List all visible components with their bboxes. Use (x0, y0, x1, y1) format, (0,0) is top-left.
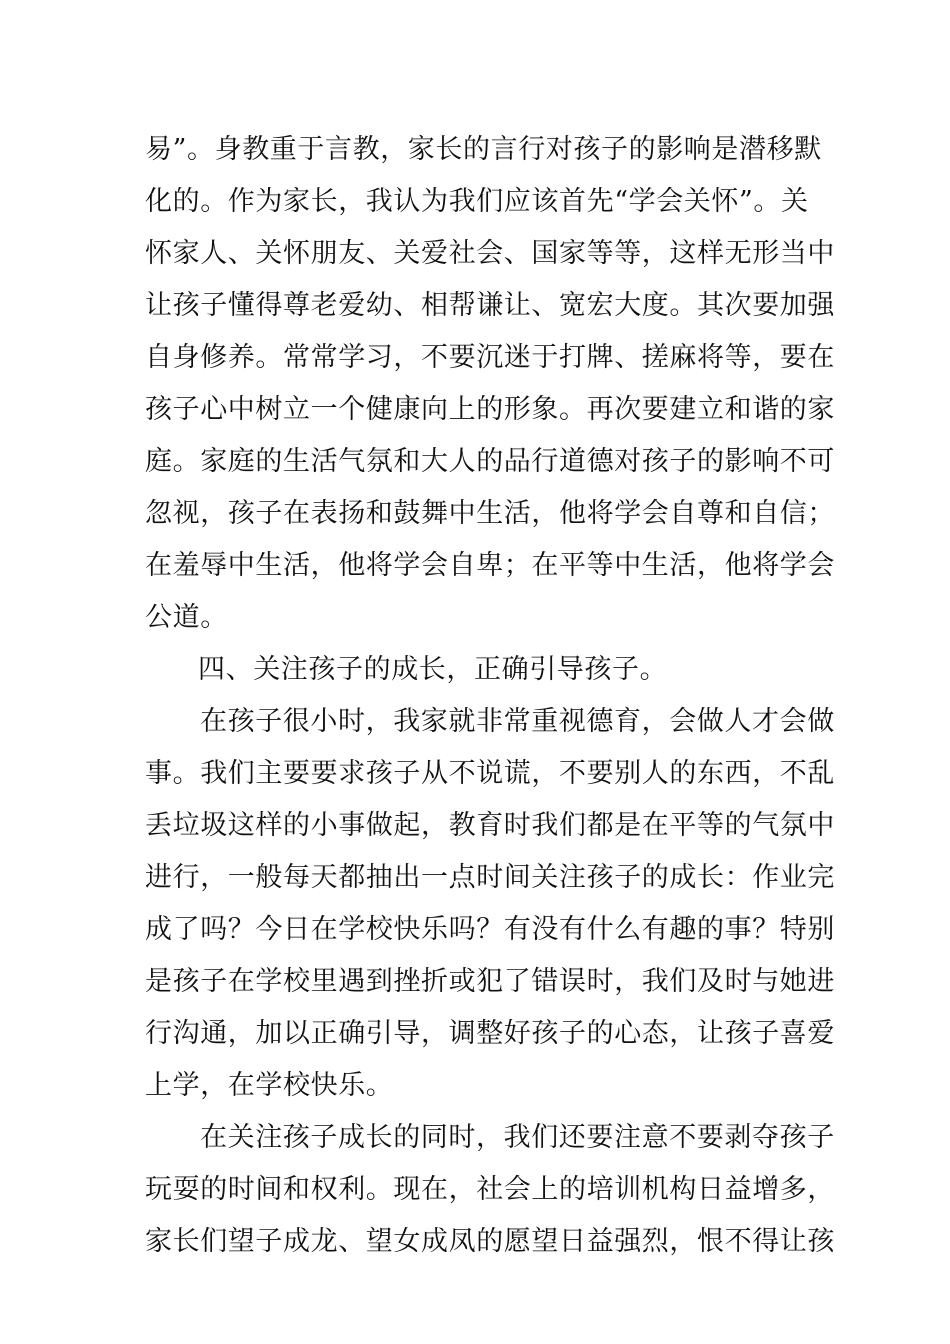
text-line: 丢垃圾这样的小事做起，教育时我们都是在平等的气氛中 (145, 810, 835, 841)
text-line: 行沟通，加以正确引导，调整好孩子的心态，让孩子喜爱 (145, 1018, 835, 1049)
text-line: 家长们望子成龙、望女成凤的愿望日益强烈，恨不得让孩 (145, 1226, 835, 1257)
text-line: 忽视，孩子在表扬和鼓舞中生活，他将学会自尊和自信； (145, 498, 835, 529)
text-line: 孩子心中树立一个健康向上的形象。再次要建立和谐的家 (145, 394, 835, 425)
text-line: 怀家人、关怀朋友、关爱社会、国家等等，这样无形当中 (145, 238, 835, 269)
text-line: 成了吗？今日在学校快乐吗？有没有什么有趣的事？特别 (145, 914, 835, 945)
text-line: 在羞辱中生活，他将学会自卑；在平等中生活，他将学会 (145, 550, 835, 581)
text-line: 上学，在学校快乐。 (145, 1070, 394, 1101)
text-line: 进行，一般每天都抽出一点时间关注孩子的成长：作业完 (145, 862, 835, 893)
text-line: 庭。家庭的生活气氛和大人的品行道德对孩子的影响不可 (145, 446, 835, 477)
text-line: 在孩子很小时，我家就非常重视德育，会做人才会做 (200, 706, 835, 737)
text-line: 事。我们主要要求孩子从不说谎，不要别人的东西，不乱 (145, 758, 835, 789)
text-line: 自身修养。常常学习，不要沉迷于打牌、搓麻将等，要在 (145, 342, 835, 373)
text-line: 化的。作为家长，我认为我们应该首先“学会关怀”。关 (145, 186, 809, 217)
text-line: 公道。 (145, 602, 228, 633)
text-line: 是孩子在学校里遇到挫折或犯了错误时，我们及时与她进 (145, 966, 835, 997)
text-line: 易”。身教重于言教，家长的言行对孩子的影响是潜移默 (145, 134, 822, 165)
text-line: 让孩子懂得尊老爱幼、相帮谦让、宽宏大度。其次要加强 (145, 290, 835, 321)
section-heading: 四、关注孩子的成长，正确引导孩子。 (198, 654, 668, 685)
text-line: 在关注孩子成长的同时，我们还要注意不要剥夺孩子 (200, 1122, 835, 1153)
text-line: 玩耍的时间和权利。现在，社会上的培训机构日益增多， (145, 1174, 835, 1205)
